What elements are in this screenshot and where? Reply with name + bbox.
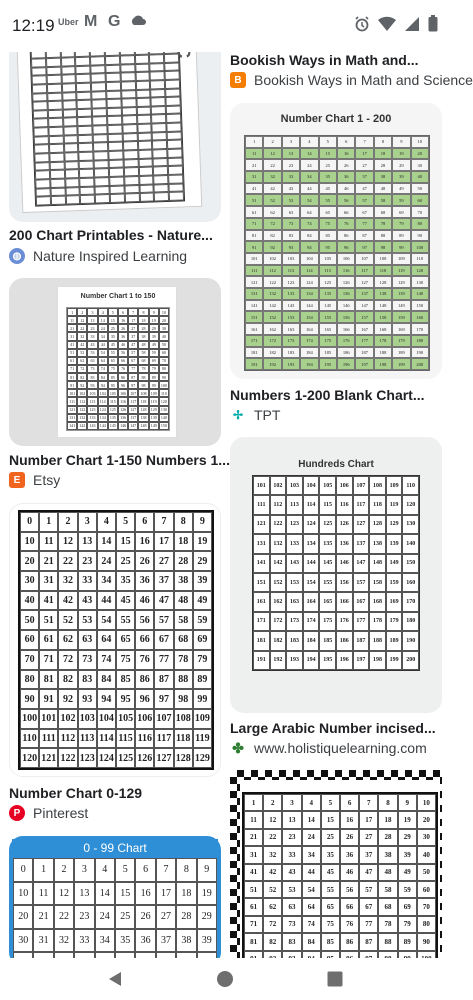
result-title[interactable]: 200 Chart Printables - Nature... — [9, 227, 213, 243]
cloud-icon — [130, 14, 146, 29]
result-thumbnail-0-129-chart[interactable]: 0 1 2 3 4 5 6 7 8 9 10 11 12 13 14 15 16 17 18 19 20 21 22 23 24 25 26 27 28 29 30 31 32 33 34 35 36 37 38 39 40 41 42 43 44 45 46 47 48 49 50 51 52 53 54 55 56 57 58 59 60 61 62 63 64 65 66 67 68 69 70 71 72 73 74 75 76 77 78 79 80 81 82 83 84 85 86 87 88 89 90 91 92 93 94 95 96 97 98 99 100 101 102 103 104 105 106 107 108 109 110 111 112 113 114 115 116 117 118 119 120 121 122 123 124 125 126 127 128 129 — [9, 503, 221, 777]
gmail-icon: M — [84, 13, 98, 30]
recents-icon — [326, 970, 344, 988]
back-button[interactable] — [95, 959, 135, 999]
wifi-icon — [378, 16, 396, 37]
result-thumbnail-1-200-chart[interactable]: Number Chart 1 - 200 1 2 3 4 5 6 7 8 9 10 11 12 13 14 15 16 17 18 19 20 21 22 23 24 25 26 27 28 29 30 31 32 33 34 35 36 37 38 39 40 41 42 43 44 45 46 47 48 49 50 51 52 53 54 55 56 57 58 59 60 61 62 63 64 65 66 67 68 69 70 71 72 73 74 75 76 77 78 79 80 81 82 83 84 85 86 87 88 89 90 91 92 93 94 95 96 97 98 99 100 101 102 103 104 105 106 107 108 109 110 111 112 113 114 115 116 117 118 119 120 121 122 123 124 125 126 127 128 129 130 131 132 133 134 135 136 137 138 139 140 141 142 143 144 145 146 147 148 149 150 151 152 153 154 155 156 157 158 159 160 161 162 163 164 165 166 167 168 169 170 171 172 173 174 175 176 177 178 179 180 181 182 183 184 185 186 187 188 189 190 191 192 193 194 195 196 197 198 199 200 — [230, 103, 442, 379]
thumb-label: Number Chart 1 to 150 — [80, 293, 156, 300]
alarm-icon — [354, 16, 370, 37]
result-title[interactable]: Large Arabic Number incised... — [230, 720, 436, 736]
uber-icon: Uber — [58, 17, 79, 27]
result-source[interactable]: E Etsy — [9, 472, 221, 488]
result-source[interactable]: ✢ TPT — [230, 407, 442, 423]
system-tray — [354, 15, 438, 37]
result-source[interactable]: P Pinterest — [9, 805, 221, 821]
thumb-label: Hundreds Chart — [298, 459, 374, 470]
tpt-icon: ✢ — [232, 408, 244, 422]
result-title[interactable]: Number Chart 0-129 — [9, 785, 143, 801]
etsy-icon: E — [9, 472, 25, 488]
result-thumbnail-hundreds-chart[interactable]: Hundreds Chart 101 102 103 104 105 106 107 108 109 110 111 112 113 114 115 116 117 118 119 120 121 122 123 124 125 126 127 128 129 130 131 132 133 134 135 136 137 138 139 140 141 142 143 144 145 146 147 148 149 150 151 152 153 154 155 156 157 158 159 160 161 162 163 164 165 166 167 168 169 170 171 172 173 174 175 176 177 178 179 180 181 182 183 184 185 186 187 188 189 190 191 192 193 194 195 196 197 198 199 200 — [230, 437, 442, 713]
result-source[interactable]: B Bookish Ways in Math and Science — [230, 72, 445, 88]
result-title[interactable]: Number Chart 1-150 Numbers 1... — [9, 452, 230, 468]
recents-button[interactable] — [315, 959, 355, 999]
status-time: 12:19 — [12, 16, 55, 35]
result-thumbnail-0-99-chart[interactable]: 0 - 99 Chart 0 1 2 3 4 5 6 7 8 9 10 11 12 13 14 15 16 17 18 19 20 21 22 23 24 25 26 27 28 29 30 31 32 33 34 35 36 37 38 39 — [9, 836, 221, 966]
result-source[interactable]: ◍ Nature Inspired Learning — [9, 248, 221, 264]
google-icon: G — [108, 13, 121, 30]
result-source[interactable]: ✤ www.holistiquelearning.com — [230, 740, 442, 756]
globe-icon: ◍ — [9, 248, 25, 264]
blogger-icon: B — [230, 72, 246, 88]
back-icon — [106, 970, 124, 988]
result-thumbnail-150-chart[interactable]: Number Chart 1 to 150 1 2 3 4 5 6 7 8 9 10 11 12 13 14 15 16 17 18 19 20 21 22 23 24 25 26 27 28 29 30 31 32 33 34 35 36 37 38 39 40 41 42 43 44 45 46 47 48 49 50 51 52 53 54 55 56 57 58 59 60 61 62 63 64 65 66 67 68 69 70 71 72 73 74 75 76 77 78 79 80 81 82 83 84 85 86 87 88 89 90 91 92 93 94 95 96 97 98 99 100 101 102 103 104 105 106 107 108 109 110 111 112 113 114 115 116 117 118 119 120 121 122 123 124 125 126 127 128 129 130 131 132 133 134 135 136 137 138 139 140 141 142 143 144 145 146 147 148 149 150 — [9, 278, 221, 446]
navigation-bar — [0, 958, 450, 1000]
home-button[interactable] — [205, 959, 245, 999]
result-title[interactable]: Numbers 1-200 Blank Chart... — [230, 387, 425, 403]
battery-icon — [428, 15, 438, 37]
home-icon — [216, 970, 234, 988]
thumb-label: 0 - 99 Chart — [12, 839, 218, 857]
thumb-label: Number Chart 1 - 200 — [280, 113, 392, 125]
result-thumbnail-checker-chart[interactable]: 1 2 3 4 5 6 7 8 9 10 11 12 13 14 15 16 17 18 19 20 21 22 23 24 25 26 27 28 29 30 31 32 33 34 35 36 37 38 39 40 41 42 43 44 45 46 47 48 49 50 51 52 53 54 55 56 57 58 59 60 61 62 63 64 65 66 67 68 69 70 71 72 73 74 75 76 77 78 79 80 81 82 83 84 85 86 87 88 89 90 — [230, 770, 442, 970]
status-bar — [0, 0, 450, 52]
puzzle-icon: ✤ — [232, 739, 244, 756]
signal-icon — [404, 16, 420, 37]
pinterest-icon: P — [9, 805, 25, 821]
result-title[interactable]: Bookish Ways in Math and... — [230, 52, 419, 68]
